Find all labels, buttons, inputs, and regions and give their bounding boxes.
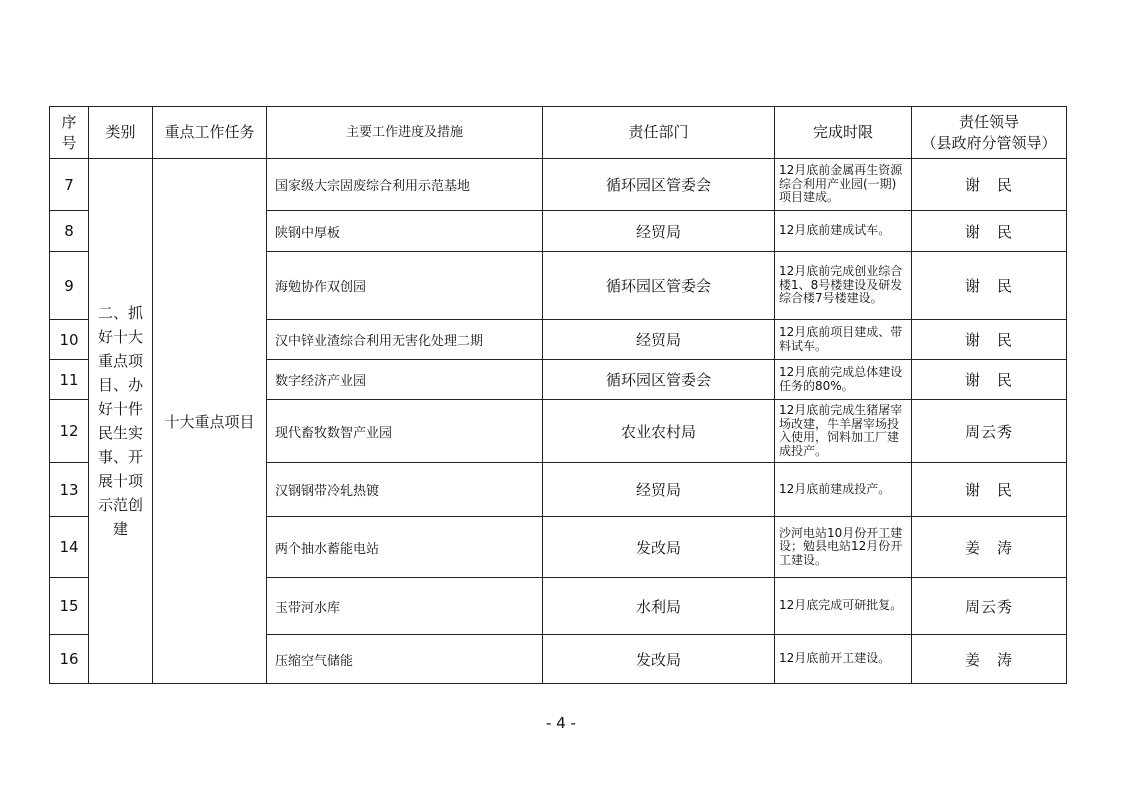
row-leader: 谢 民 [912, 159, 1067, 211]
row-deadline: 12月底前建成投产。 [775, 463, 912, 517]
header-task: 重点工作任务 [153, 107, 267, 159]
row-dept: 经贸局 [543, 211, 775, 252]
header-leader [912, 107, 1067, 159]
category-cell: 二、抓好十大重点项目、办好十件民生实事、开展十项示范创建 [89, 159, 153, 684]
work-task-table [49, 106, 1067, 684]
row-no: 12 [50, 400, 89, 463]
row-leader: 谢 民 [912, 463, 1067, 517]
header-dept: 责任部门 [543, 107, 775, 159]
row-dept: 发改局 [543, 517, 775, 578]
row-measure: 汉钢钢带冷轧热镀 [267, 463, 543, 517]
header-leader-title: 责任领导 [958, 112, 1019, 131]
row-leader: 周云秀 [912, 578, 1067, 635]
row-deadline: 12月底前完成总体建设任务的80%。 [775, 360, 912, 400]
row-no: 15 [50, 578, 89, 635]
row-deadline: 12月底前完成创业综合楼1、8号楼建设及研发综合楼7号楼建设。 [775, 252, 912, 320]
row-leader: 谢 民 [912, 360, 1067, 400]
row-measure: 国家级大宗固废综合利用示范基地 [267, 159, 543, 211]
row-dept: 农业农村局 [543, 400, 775, 463]
row-leader: 周云秀 [912, 400, 1067, 463]
row-deadline: 12月底前开工建设。 [775, 635, 912, 684]
table-header-row [50, 107, 1067, 159]
row-leader: 谢 民 [912, 320, 1067, 360]
row-measure: 陕钢中厚板 [267, 211, 543, 252]
row-deadline: 沙河电站10月份开工建设；勉县电站12月份开工建设。 [775, 517, 912, 578]
row-dept: 循环园区管委会 [543, 252, 775, 320]
row-leader: 谢 民 [912, 211, 1067, 252]
row-measure: 玉带河水库 [267, 578, 543, 635]
row-no: 11 [50, 360, 89, 400]
header-no: 序号 [50, 107, 89, 159]
row-measure: 数字经济产业园 [267, 360, 543, 400]
row-measure: 现代畜牧数智产业园 [267, 400, 543, 463]
row-no: 9 [50, 252, 89, 320]
row-measure: 两个抽水蓄能电站 [267, 517, 543, 578]
row-measure: 海勉协作双创园 [267, 252, 543, 320]
row-no: 7 [50, 159, 89, 211]
header-deadline: 完成时限 [775, 107, 912, 159]
row-deadline: 12月底前金属再生资源综合利用产业园(一期)项目建成。 [775, 159, 912, 211]
row-dept: 发改局 [543, 635, 775, 684]
table-row [50, 159, 1067, 211]
page-number: - 4 - [546, 714, 576, 732]
row-leader: 谢 民 [912, 252, 1067, 320]
row-measure: 压缩空气储能 [267, 635, 543, 684]
header-leader-subtitle: （县政府分管领导） [921, 133, 1057, 152]
row-no: 14 [50, 517, 89, 578]
row-dept: 经贸局 [543, 463, 775, 517]
row-dept: 循环园区管委会 [543, 360, 775, 400]
row-measure: 汉中锌业渣综合利用无害化处理二期 [267, 320, 543, 360]
row-dept: 经贸局 [543, 320, 775, 360]
row-no: 10 [50, 320, 89, 360]
row-deadline: 12月底前建成试车。 [775, 211, 912, 252]
row-no: 8 [50, 211, 89, 252]
header-category: 类别 [89, 107, 153, 159]
header-measures: 主要工作进度及措施 [267, 107, 543, 159]
row-no: 13 [50, 463, 89, 517]
row-dept: 循环园区管委会 [543, 159, 775, 211]
row-leader: 姜 涛 [912, 517, 1067, 578]
row-leader: 姜 涛 [912, 635, 1067, 684]
row-no: 16 [50, 635, 89, 684]
row-dept: 水利局 [543, 578, 775, 635]
row-deadline: 12月底完成可研批复。 [775, 578, 912, 635]
task-cell: 十大重点项目 [153, 159, 267, 684]
row-deadline: 12月底前完成生猪屠宰场改建，牛羊屠宰场投入使用，饲料加工厂建成投产。 [775, 400, 912, 463]
row-deadline: 12月底前项目建成、带料试车。 [775, 320, 912, 360]
